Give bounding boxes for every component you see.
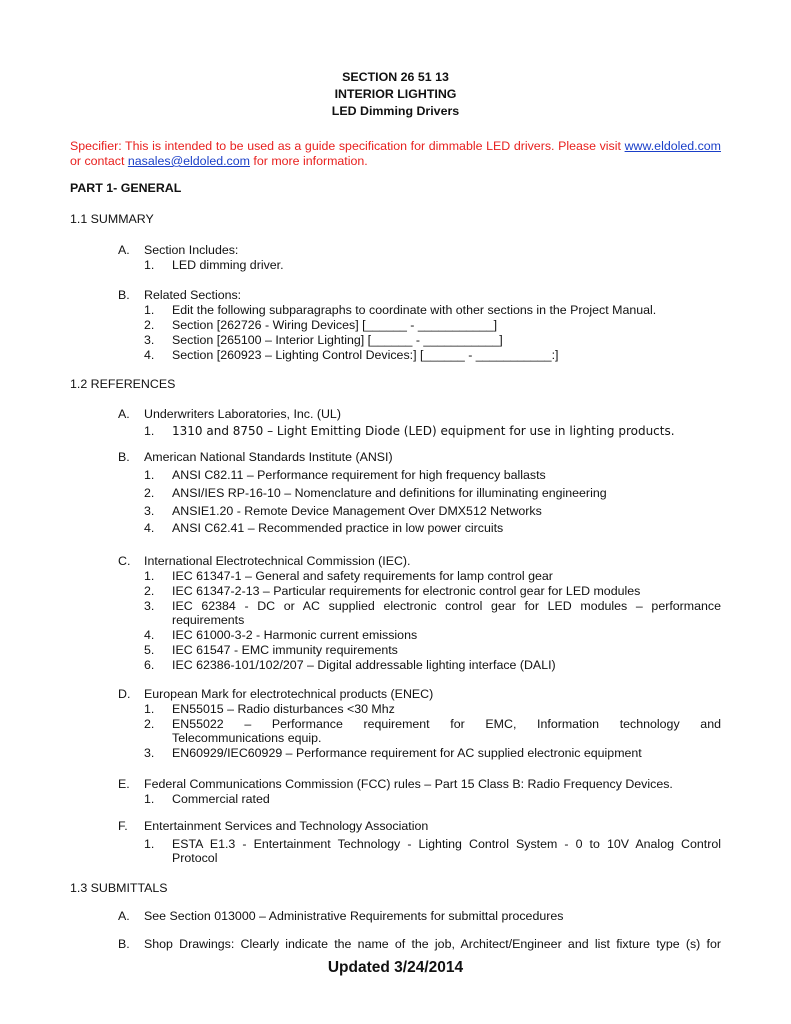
document-page: SECTION 26 51 13 INTERIOR LIGHTING LED Dimming Drivers Specifier: This is intended to be used as a guide specification for dimmable LED drivers. Please visit www.eldoled.com or contact nasales@eldoled.com for more information. PART 1- GENERAL 1.1 SUMMARY A. Section Includes: 1. LED dimming driver. B. Related Sections: 1. Edit the following subparagraphs to coordinate with other sections in the Project Manual. 2. Section [262726 - Wiring Devices] [______ - ___________] 3. Section [265100 – Interior Lighting] [______ - ___________] 4. Section [260923 – Lighting Control Devices:] [______ - ___________:] 1.2 REFERENCES A. Underwriters Laboratories, Inc. (UL) 1. 1310 and 8750 – Light Emitting Diode (LED) equipment for use in lighting products. B. American National Standards Institute (ANSI) 1. ANSI C82.11 – Performance requirement for high frequency ballasts 2. ANSI/IES RP-16-10 – Nomenclature and definitions for illuminating engineering 3. ANSIE1.20 - Remote Device Management Over DMX512 Networks 4. ANSI C62.41 – Recommended practice in low power circuits C. International Electrotechnical Commission (IEC). 1. IEC 61347-1 – General and safety requirements for lamp control gear 2. IEC 61347-2-13 – Particular requirements for electronic control gear for LED modules 3. IEC 62384 - DC or AC supplied electronic control gear for LED modules – performance requirements 4. IEC 61000-3-2 - Harmonic current emissions 5. IEC 61547 - EMC immunity requirements 6. IEC 62386-101/102/207 – Digital addressable lighting interface (DALI) D. European Mark for electrotechnical products (ENEC) 1. EN55015 – Radio disturbances <30 Mhz 2. EN55022 – Performance requirement for EMC, Information technology and Telecommunications equip. 3. EN60929/IEC60929 – Performance requirement for AC supplied electronic equipment E. Federal Communications Commission (FCC) rules – Part 15 Class B: Radio Frequency Devices. 1. Commercial rated F. Entertainment Services and Technology Association 1. ESTA E1.3 - Entertainment Technology - Lighting Control System - 0 to 10V Analog Control Protocol 1.3 SUBMITTALS A. See Section 013000 – Administrative Requirements for submittal procedures B. Shop Drawings: Clearly indicate the name of the job, Architect/Engineer and list fixture type (s) for Updated 3/24/2014 (0, 0, 791, 1024)
section-title: INTERIOR LIGHTING (334, 87, 457, 101)
specifier-text-1: Specifier: This is intended to be used as a guide specification for dimmable LED drivers. Please visit (70, 139, 621, 153)
part1-heading: PART 1- GENERAL (70, 181, 182, 195)
updated-date: Updated 3/24/2014 (327, 959, 464, 976)
specifier-text-3: for more information. (249, 154, 368, 168)
references-heading: 1.2 REFERENCES (70, 377, 176, 391)
specifier-note (70, 139, 721, 169)
nasales-email-link[interactable]: nasales@eldoled.com (127, 154, 250, 168)
specifier-text-2: or contact (70, 154, 128, 168)
section-subtitle: LED Dimming Drivers (331, 104, 460, 118)
summary-heading: 1.1 SUMMARY (70, 212, 154, 226)
submittals-heading: 1.3 SUBMITTALS (70, 881, 168, 895)
eldoled-website-link[interactable]: www.eldoled.com (624, 139, 721, 153)
section-number: SECTION 26 51 13 (342, 70, 449, 84)
